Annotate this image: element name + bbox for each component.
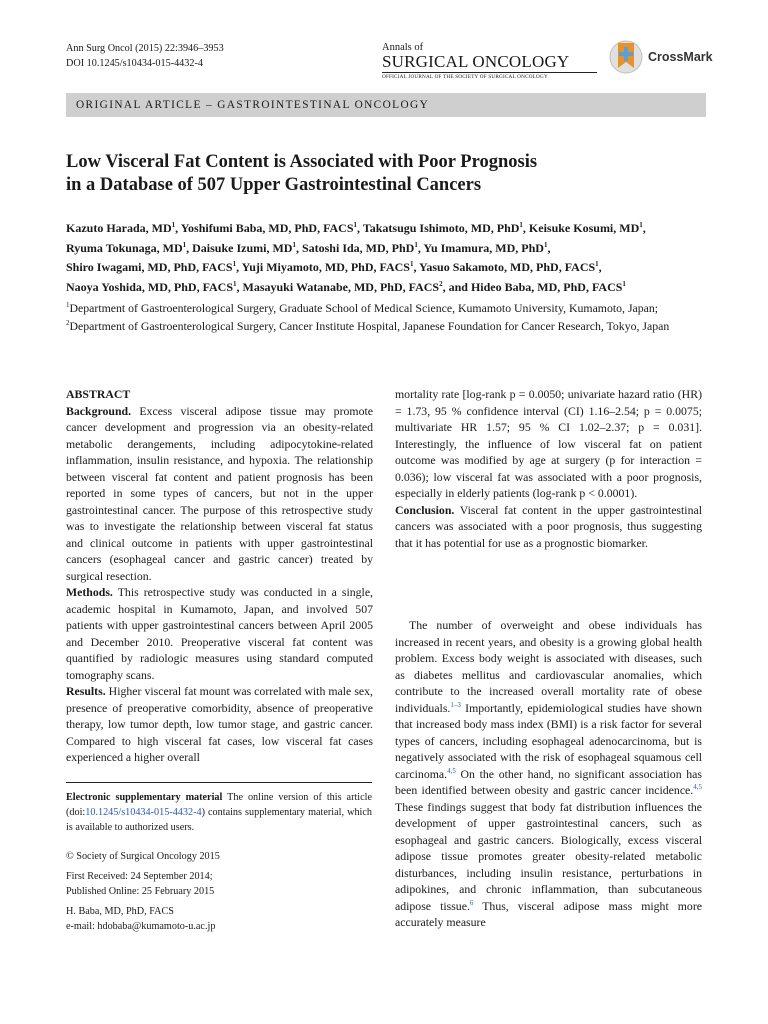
affiliation-2: Department of Gastroenterological Surgery, Cancer Institute Hospital, Japanese Foundation for Cancer Research, Tokyo, Japan <box>69 318 670 333</box>
journal-logo-name: SURGICAL ONCOLOGY <box>382 52 570 71</box>
esm-doi-link[interactable]: 10.1245/s10434-015-4432-4 <box>85 807 202 818</box>
conclusion-label: Conclusion. <box>395 502 455 517</box>
footnote-divider <box>66 782 372 783</box>
author-affiliation-marker: 1 <box>414 240 418 249</box>
results-label: Results. <box>66 684 106 698</box>
author-affiliation-marker: 1 <box>519 221 523 229</box>
article-title <box>66 151 726 197</box>
intro-text-4: These findings suggest that body fat distribution influences the development of upper gastrointestinal cancers, such as esophageal and gastric cancers. Biologically, excess visceral adipose tissue promotes greater obesity-related metabolic disturbances, including insulin resistance, perturbations in adipokines, and chronic inflammation, than subcutaneous adipose tissue. <box>395 799 702 913</box>
esm-text-1: The online version of this article (doi: <box>66 792 373 818</box>
affiliations <box>66 300 706 335</box>
journal-logo-annals: Annals of <box>382 42 424 53</box>
abstract-results <box>66 683 373 766</box>
contact-name: H. Baba, MD, PhD, FACS <box>66 906 174 917</box>
journal-logo-rule <box>382 72 597 73</box>
abstract-methods <box>66 584 373 683</box>
author-name: Naoya Yoshida, MD, PhD, FACS <box>66 279 234 294</box>
intro-text-1: The number of overweight and obese individuals has increased in recent years, and obesity is a growing global health problem. Excess body weight is associated with diseases, such as diabetes mellitus and cardiovascular anomalies, which contribute to the increased overall mortality rate of obese individuals. <box>395 618 702 715</box>
methods-label: Methods. <box>66 585 113 599</box>
published-date: Published Online: 25 February 2015 <box>66 886 215 897</box>
author-affiliation-marker: 1 <box>232 260 237 268</box>
author-name: Masayuki Watanabe, MD, PhD, FACS <box>242 279 440 294</box>
author-affiliation-marker: 1 <box>409 260 414 268</box>
esm-label: Electronic supplementary material <box>66 792 223 803</box>
author-name: Yu Imamura, MD, PhD <box>423 240 544 255</box>
author-name: Takatsugu Ishimoto, MD, PhD <box>362 221 520 235</box>
author-name: Kazuto Harada, MD <box>66 221 172 235</box>
author-affiliation-marker: 1 <box>543 240 548 249</box>
intro-text-3: On the other hand, no significant association has been identified between obesity and gastric cancer incidence. <box>395 766 702 797</box>
affiliation-1: Department of Gastroenterological Surgery, Graduate School of Medical Science, Kumamoto University, Kumamoto, Japan; <box>69 301 659 315</box>
author-affiliation-marker: 1 <box>639 221 643 229</box>
citation <box>66 41 224 71</box>
abstract-results-continued: mortality rate [log-rank p = 0.0050; univariate hazard ratio (HR) = 1.73, 95 % confidence interval (CI) 1.16–2.54; p = 0.0075; multivariate HR 1.57; 95 % CI 1.02–2.37; p = 0.031]. Interestingly, the influence of low visceral fat on patient outcome was modified by age at surgery (p for interaction = 0.036); low visceral fat was associated with a poor prognosis, especially in elderly patients (log-rank p < 0.0001). <box>395 387 702 500</box>
author-affiliation-marker: 1 <box>171 221 176 229</box>
esm-text-2: ) contains supplementary material, which is available to authorized users. <box>66 807 372 833</box>
article-footer <box>66 849 372 934</box>
author-affiliation-marker: 2 <box>439 279 443 288</box>
background-text: Excess visceral adipose tissue may promote cancer development and progression via an obesity-related metabolic derangements, including adipocytokine-related inflammation, insulin resistance, and hypoxia. The relationship between visceral fat content and patient prognosis has been reported in some types of cancers, but not in the upper gastrointestinal cancer. The purpose of this retrospective study was to investigate the relationship between visceral fat status and clinical outcome in patients with upper gastrointestinal cancers (esophageal cancer and gastric cancer) treated by surgical resection. <box>66 403 373 583</box>
author-name: Yuji Miyamoto, MD, PhD, FACS <box>241 260 410 274</box>
intro-text-5: Thus, visceral adipose mass might more accurately measure <box>395 898 702 929</box>
author-name: Keisuke Kosumi, MD <box>528 221 640 235</box>
body-introduction <box>395 617 702 931</box>
citation-doi-line: DOI 10.1245/s10434-015-4432-4 <box>66 58 203 69</box>
affiliation-marker-1: 1 <box>66 301 70 310</box>
results-text: Higher visceral fat mount was correlated with male sex, presence of preoperative comorbidity, absence of preoperative therapy, low tumor depth, low tumor stage, and gastric cancer. Compared to high visceral fat cases, low visceral fat cases experienced a higher overall <box>66 684 373 764</box>
abstract-background <box>66 403 373 585</box>
section-banner <box>66 93 706 117</box>
crossmark-icon <box>609 38 643 76</box>
copyright: © Society of Surgical Oncology 2015 <box>66 851 220 862</box>
citation-ref-3[interactable]: 4,5 <box>693 783 702 792</box>
citation-ref-4[interactable]: 6 <box>469 898 474 907</box>
citation-ref-1[interactable]: 1–3 <box>450 700 461 709</box>
author-affiliation-marker: 1 <box>595 260 599 268</box>
abstract-column-right <box>395 386 702 551</box>
conclusion-text: Visceral fat content in the upper gastrointestinal cancers was associated with a poor prognosis, thus suggesting that it has potential for use as a prognostic biomarker. <box>395 502 702 550</box>
title-line-1: Low Visceral Fat Content is Associated with Poor Prognosis <box>66 152 538 172</box>
citation-ref-2[interactable]: 4,5 <box>447 766 456 775</box>
author-name: Satoshi Ida, MD, PhD <box>301 240 415 255</box>
received-date: First Received: 24 September 2014; <box>66 871 213 882</box>
author-name: Hideo Baba, MD, PhD, FACS <box>470 279 623 294</box>
affiliation-marker-2: 2 <box>66 318 70 327</box>
journal-logo-subtitle: OFFICIAL JOURNAL OF THE SOCIETY OF SURGICAL ONCOLOGY <box>382 74 548 80</box>
author-name: Daisuke Izumi, MD <box>192 240 293 255</box>
background-label: Background. <box>66 403 132 418</box>
abstract-heading: ABSTRACT <box>66 387 131 401</box>
abstract-conclusion <box>395 502 702 552</box>
author-name: Shiro Iwagami, MD, PhD, FACS <box>66 260 233 274</box>
citation-journal-line: Ann Surg Oncol (2015) 22:3946–3953 <box>66 43 224 54</box>
section-banner-text: ORIGINAL ARTICLE – GASTROINTESTINAL ONCOLOGY <box>76 99 430 111</box>
intro-text-2: Importantly, epidemiological studies have shown that increased body mass index (BMI) is a risk factor for several types of cancers, including esophageal adenocarcinoma, but is negatively associated with the risk of esophageal squamous cell carcinoma. <box>395 700 702 781</box>
contact-email[interactable]: e-mail: hdobaba@kumamoto-u.ac.jp <box>66 921 216 932</box>
methods-text: This retrospective study was conducted in a single, academic hospital in Kumamoto, Japan, and involved 507 patients with upper gastrointestinal cancers between April 2005 and December 2010. Preoperative visceral fat content was quantified by radiologic measures using standard computed tomography scans. <box>66 585 373 682</box>
crossmark-label: CrossMark <box>648 50 713 64</box>
crossmark-badge[interactable] <box>609 38 739 78</box>
author-affiliation-marker: 1 <box>622 279 626 288</box>
author-name: Yoshifumi Baba, MD, PhD, FACS <box>180 221 354 235</box>
intro-paragraph <box>395 617 702 931</box>
journal-logo <box>382 42 597 81</box>
author-affiliation-marker: 1 <box>233 279 237 288</box>
title-line-2: in a Database of 507 Upper Gastrointestinal Cancers <box>66 175 482 195</box>
author-list: Kazuto Harada, $MD^1$, Yoshifumi Baba, MD, PhD, FACS$^1$, Takatsugu Ishimoto, MD, PhD$^1$, Keisuke Kosumi, $MD^1$, Ryuma Tokunaga, $MD^1$, Daisuke Izumi, $MD^1$, Satoshi Ida, MD, PhD$^1$, Yu Imamura, MD, PhD$^1$, Shiro Iwagami, MD, PhD, FACS$^1$, Yuji Miyamoto, MD, PhD, FACS$^1$, Yasuo Sakamoto, MD, PhD, FACS$^1$, Naoya Yoshida, MD, PhD, FACS$^1$, Masayuki Watanabe, MD, PhD, FACS$^2$, and Hideo Baba, MD, PhD, FACS$^1$ <box>66 221 646 294</box>
esm-paragraph <box>66 790 372 835</box>
author-name: Ryuma Tokunaga, MD <box>66 240 183 255</box>
author-affiliation-marker: 1 <box>182 240 187 249</box>
author-name: Yasuo Sakamoto, MD, PhD, FACS <box>419 260 596 274</box>
author-affiliation-marker: 1 <box>292 240 296 249</box>
author-affiliation-marker: 1 <box>353 221 358 229</box>
abstract-column-left <box>66 386 373 766</box>
esm-note <box>66 790 372 835</box>
